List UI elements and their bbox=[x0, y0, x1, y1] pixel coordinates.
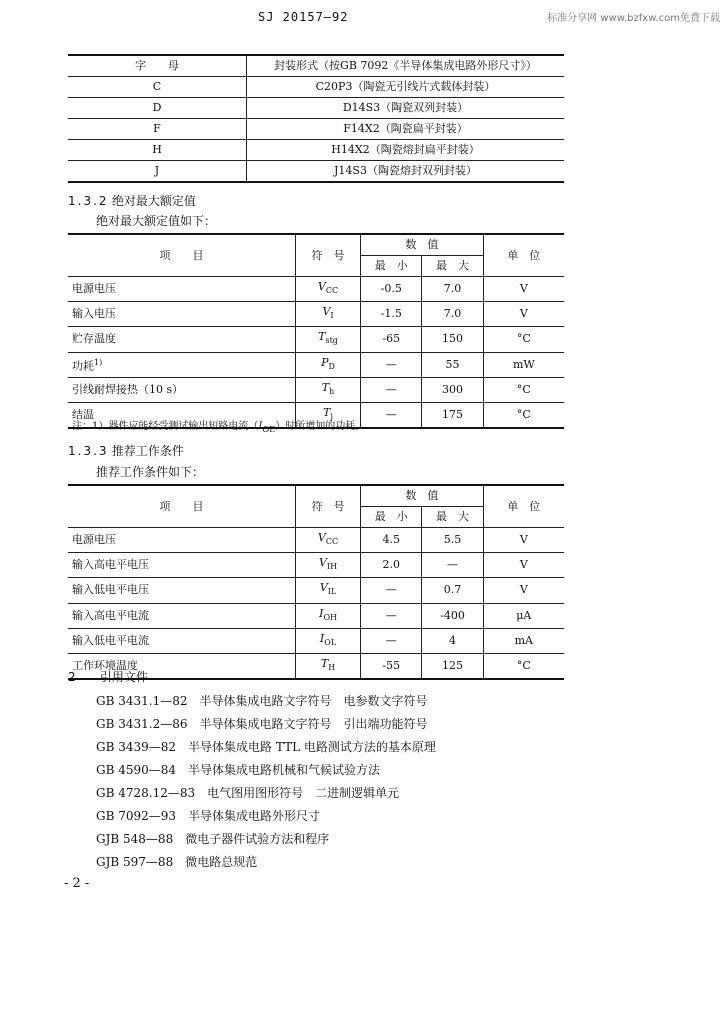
unit-cell: °C bbox=[483, 377, 564, 402]
section-heading-2 bbox=[68, 668, 148, 685]
header-cell-symbol: 符 号 bbox=[295, 234, 360, 277]
item-label: 输入低电平电压 bbox=[72, 583, 149, 597]
reference-item bbox=[96, 713, 436, 736]
header-cell-value: 数 值 bbox=[361, 485, 483, 507]
symbol-cell bbox=[295, 603, 360, 628]
symbol-subscript: D bbox=[328, 361, 335, 371]
min-cell: — bbox=[361, 402, 422, 428]
symbol-subscript: CC bbox=[325, 286, 339, 296]
reference-title: 半导体集成电路文字符号 引出端功能符号 bbox=[199, 717, 428, 731]
symbol-subscript: IH bbox=[326, 562, 338, 572]
section-title: 绝对最大额定值 bbox=[111, 194, 196, 208]
table-row bbox=[68, 377, 564, 402]
item-label: 结温 bbox=[72, 408, 94, 422]
unit-cell: mW bbox=[483, 352, 564, 377]
min-cell: — bbox=[361, 377, 422, 402]
symbol-letter: T bbox=[320, 656, 329, 670]
symbol-letter: T bbox=[318, 330, 326, 344]
section-title: 推荐工作条件 bbox=[111, 444, 184, 458]
symbol-cell bbox=[295, 352, 360, 377]
item-label: 输入高电平电流 bbox=[72, 608, 149, 622]
max-cell: 5.5 bbox=[422, 528, 483, 553]
item-label: 输入低电平电流 bbox=[72, 633, 149, 647]
header-cell-unit: 单 位 bbox=[483, 485, 564, 528]
symbol-letter: V bbox=[317, 280, 326, 293]
footnote-prefix: 注：1）器件应能经受测试输出短路电流（ bbox=[72, 421, 259, 432]
max-cell: -400 bbox=[422, 603, 483, 628]
header-cell-min: 最 小 bbox=[361, 256, 422, 277]
reference-title: 微电子器件试验方法和程序 bbox=[185, 832, 330, 846]
watermark-text: 标准分享网 www.bzfxw.com免费下载 bbox=[547, 13, 720, 24]
table-row bbox=[68, 327, 564, 352]
package-cell: J14S3（陶瓷熔封双列封装） bbox=[247, 161, 565, 183]
table-row bbox=[68, 98, 564, 119]
table-row bbox=[68, 140, 564, 161]
symbol-letter: I bbox=[319, 606, 324, 620]
header-cell-value: 数 值 bbox=[361, 234, 483, 256]
symbol-letter: P bbox=[321, 355, 329, 369]
reference-title: 电气图用图形符号 二进制逻辑单元 bbox=[207, 786, 400, 800]
reference-title: 微电路总规范 bbox=[185, 855, 258, 869]
reference-title: 半导体集成电路机械和气候试验方法 bbox=[188, 763, 381, 777]
max-cell: 150 bbox=[422, 327, 483, 352]
reference-code: GB 3439—82 bbox=[96, 740, 177, 754]
max-cell: 125 bbox=[422, 653, 483, 679]
item-label: 电源电压 bbox=[72, 533, 116, 547]
footnote-suffix: ）时所增加的功耗。 bbox=[275, 421, 366, 432]
symbol-letter: I bbox=[319, 631, 325, 645]
page-number: - 2 - bbox=[64, 876, 90, 891]
unit-cell: V bbox=[483, 578, 564, 603]
header-cell-max: 最 大 bbox=[422, 507, 483, 528]
max-cell: 300 bbox=[422, 377, 483, 402]
symbol-cell bbox=[295, 528, 360, 553]
max-cell: 4 bbox=[422, 628, 483, 653]
footnote bbox=[72, 417, 365, 434]
item-label: 引线耐焊接热（10 s） bbox=[72, 382, 184, 396]
header-cell-item: 项 目 bbox=[68, 234, 295, 277]
table-row bbox=[68, 603, 564, 628]
unit-cell: V bbox=[483, 553, 564, 578]
item-cell bbox=[68, 603, 295, 628]
max-cell: — bbox=[422, 553, 483, 578]
item-cell bbox=[68, 528, 295, 553]
item-cell bbox=[68, 302, 295, 327]
table-header-row bbox=[68, 55, 564, 77]
footnote-symbol: I bbox=[258, 421, 263, 432]
item-cell bbox=[68, 277, 295, 302]
min-cell: -0.5 bbox=[361, 277, 422, 302]
reference-item bbox=[96, 851, 436, 874]
item-label: 贮存温度 bbox=[72, 332, 116, 346]
footnote-symbol-sub: OE bbox=[262, 424, 276, 434]
reference-code: GB 4590—84 bbox=[96, 763, 177, 777]
table-row bbox=[68, 77, 564, 98]
item-cell bbox=[68, 327, 295, 352]
min-cell: -55 bbox=[361, 653, 422, 679]
section-heading-1-3-2 bbox=[68, 192, 196, 209]
symbol-subscript: I bbox=[330, 311, 334, 321]
reference-code: GB 3431.2—86 bbox=[96, 717, 188, 731]
unit-cell: V bbox=[483, 302, 564, 327]
reference-title: 半导体集成电路文字符号 电参数文字符号 bbox=[199, 694, 428, 708]
item-cell bbox=[68, 352, 295, 377]
item-cell bbox=[68, 628, 295, 653]
reference-item bbox=[96, 782, 436, 805]
symbol-cell bbox=[295, 653, 360, 679]
header-cell-symbol: 符 号 bbox=[295, 485, 360, 528]
reference-code: GJB 597—88 bbox=[96, 855, 174, 869]
letter-cell: F bbox=[68, 119, 247, 140]
table-row bbox=[68, 578, 564, 603]
max-cell: 175 bbox=[422, 402, 483, 428]
section-intro: 推荐工作条件如下： bbox=[96, 465, 205, 479]
symbol-letter: V bbox=[322, 305, 331, 319]
symbol-subscript: OH bbox=[323, 612, 337, 622]
unit-cell: V bbox=[483, 277, 564, 302]
min-cell: -65 bbox=[361, 327, 422, 352]
reference-item bbox=[96, 690, 436, 713]
symbol-subscript: stg bbox=[325, 336, 338, 346]
header-cell-max: 最 大 bbox=[422, 256, 483, 277]
item-cell bbox=[68, 553, 295, 578]
symbol-cell bbox=[295, 578, 360, 603]
symbol-cell bbox=[295, 377, 360, 402]
item-cell bbox=[68, 377, 295, 402]
absolute-max-ratings-table bbox=[68, 233, 564, 429]
reference-code: GB 3431.1—82 bbox=[96, 694, 188, 708]
symbol-cell bbox=[295, 553, 360, 578]
table-row bbox=[68, 302, 564, 327]
header-cell-item: 项 目 bbox=[68, 485, 295, 528]
letter-cell: C bbox=[68, 77, 247, 98]
package-cell: H14X2（陶瓷熔封扁平封装） bbox=[247, 140, 565, 161]
unit-cell: °C bbox=[483, 327, 564, 352]
symbol-subscript: CC bbox=[325, 537, 339, 547]
min-cell: 4.5 bbox=[361, 528, 422, 553]
item-label: 输入电压 bbox=[72, 307, 116, 321]
symbol-letter: V bbox=[318, 556, 327, 570]
section-number: 2 bbox=[68, 670, 78, 684]
item-label: 工作环境温度 bbox=[72, 659, 138, 673]
reference-list bbox=[96, 690, 436, 874]
header-cell-min: 最 小 bbox=[361, 507, 422, 528]
table-row bbox=[68, 161, 564, 183]
footnote-marker: 1) bbox=[94, 357, 103, 367]
header-cell-package: 封装形式（按GB 7092《半导体集成电路外形尺寸》） bbox=[247, 55, 565, 77]
package-cell: D14S3（陶瓷双列封装） bbox=[247, 98, 565, 119]
symbol-letter: V bbox=[317, 531, 326, 544]
unit-cell: mA bbox=[483, 628, 564, 653]
symbol-subscript: IL bbox=[327, 587, 337, 597]
unit-cell: V bbox=[483, 528, 564, 553]
symbol-subscript: H bbox=[328, 663, 336, 673]
item-cell bbox=[68, 578, 295, 603]
section-number: 1.3.2 bbox=[68, 194, 109, 208]
reference-title: 半导体集成电路外形尺寸 bbox=[188, 809, 321, 823]
standard-number: SJ 20157—92 bbox=[258, 10, 349, 24]
symbol-subscript: OL bbox=[324, 637, 337, 647]
section-number: 1.3.3 bbox=[68, 444, 109, 458]
letter-cell: H bbox=[68, 140, 247, 161]
max-cell: 0.7 bbox=[422, 578, 483, 603]
min-cell: — bbox=[361, 628, 422, 653]
min-cell: -1.5 bbox=[361, 302, 422, 327]
symbol-subscript: j bbox=[330, 412, 333, 422]
reference-item bbox=[96, 828, 436, 851]
header-cell-letter: 字 母 bbox=[68, 55, 247, 77]
reference-code: GJB 548—88 bbox=[96, 832, 174, 846]
table-row bbox=[68, 277, 564, 302]
min-cell: — bbox=[361, 352, 422, 377]
reference-code: GB 4728.12—83 bbox=[96, 786, 196, 800]
item-label: 输入高电平电压 bbox=[72, 558, 149, 572]
package-cell: C20P3（陶瓷无引线片式载体封装） bbox=[247, 77, 565, 98]
min-cell: — bbox=[361, 603, 422, 628]
unit-cell: °C bbox=[483, 402, 564, 428]
header-cell-unit: 单 位 bbox=[483, 234, 564, 277]
item-label: 电源电压 bbox=[72, 282, 116, 296]
unit-cell: μA bbox=[483, 603, 564, 628]
reference-item bbox=[96, 759, 436, 782]
table-row bbox=[68, 628, 564, 653]
table-row bbox=[68, 352, 564, 377]
max-cell: 7.0 bbox=[422, 302, 483, 327]
section-heading-1-3-3 bbox=[68, 442, 184, 459]
reference-item bbox=[96, 736, 436, 759]
max-cell: 55 bbox=[422, 352, 483, 377]
symbol-cell bbox=[295, 327, 360, 352]
table-row bbox=[68, 553, 564, 578]
conditions-rows bbox=[68, 528, 564, 680]
symbol-letter: T bbox=[321, 380, 330, 394]
unit-cell: °C bbox=[483, 653, 564, 679]
reference-code: GB 7092—93 bbox=[96, 809, 177, 823]
section-intro: 绝对最大额定值如下： bbox=[96, 214, 217, 228]
item-label: 功耗 bbox=[72, 359, 94, 373]
min-cell: — bbox=[361, 578, 422, 603]
table-row bbox=[68, 528, 564, 553]
recommended-conditions-table bbox=[68, 484, 564, 680]
symbol-letter: T bbox=[323, 405, 331, 419]
reference-title: 半导体集成电路 TTL 电路测试方法的基本原理 bbox=[188, 740, 436, 754]
symbol-letter: V bbox=[319, 581, 328, 595]
symbol-cell bbox=[295, 277, 360, 302]
letter-cell: J bbox=[68, 161, 247, 183]
letter-cell: D bbox=[68, 98, 247, 119]
symbol-cell bbox=[295, 302, 360, 327]
section-title: 引用文件 bbox=[99, 670, 148, 684]
package-cell: F14X2（陶瓷扁平封装） bbox=[247, 119, 565, 140]
symbol-subscript: h bbox=[329, 386, 335, 396]
ratings-rows bbox=[68, 277, 564, 429]
symbol-cell bbox=[295, 628, 360, 653]
min-cell: 2.0 bbox=[361, 553, 422, 578]
table-row bbox=[68, 119, 564, 140]
reference-item bbox=[96, 805, 436, 828]
max-cell: 7.0 bbox=[422, 277, 483, 302]
package-table bbox=[68, 54, 564, 183]
